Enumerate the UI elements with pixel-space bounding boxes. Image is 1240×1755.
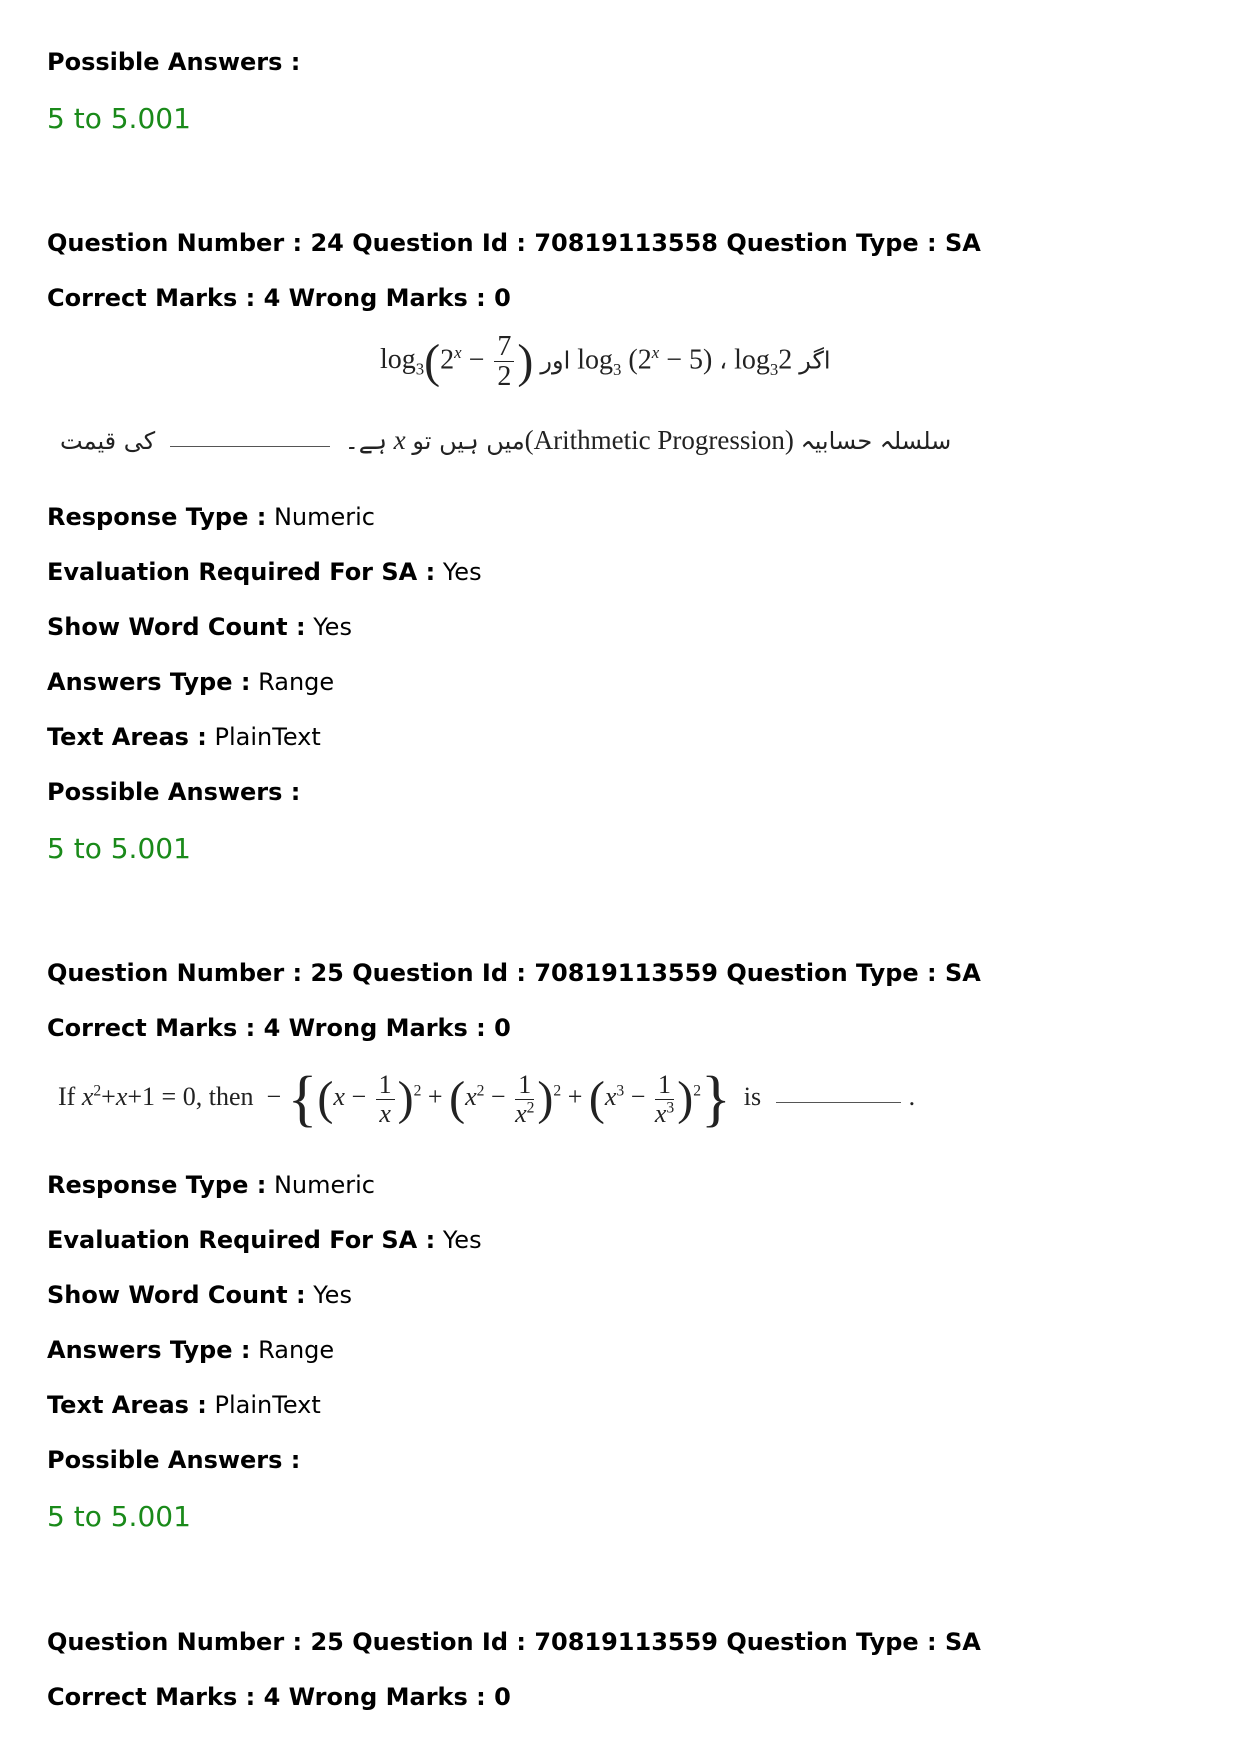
question-marks: Correct Marks : 4 Wrong Marks : 0 bbox=[47, 284, 511, 312]
question-math-expression: If $x^2+x+1 = 0$, then − {(x − $\frac{1}{x}$ )$^2 + (x^2$ − $\frac{1}{x^2}$ )$^2 + (x^3$ − $\frac{1}{x^3}$ )$^2$} is . bbox=[58, 1065, 916, 1133]
field-show-word-count: Show Word Count : Yes bbox=[47, 613, 352, 641]
answer-blank bbox=[776, 1102, 901, 1103]
urdu-silsila: سلسلہ حسابیہ bbox=[800, 427, 952, 455]
urdu-word-agar: اگر bbox=[799, 346, 831, 375]
field-show-word-count: Show Word Count : Yes bbox=[47, 1281, 352, 1309]
possible-answer-value: 5 to 5.001 bbox=[47, 102, 191, 135]
question-header: Question Number : 25 Question Id : 70819113559 Question Type : SA bbox=[47, 1628, 981, 1656]
field-answers-type: Answers Type : Range bbox=[47, 668, 335, 696]
question-math-line-1: $\log_3(2^x$ − $\frac{7}{2}$ ) اور $\log_3 (2^x - 5)$ ، $\log_32$ اگر bbox=[380, 331, 831, 393]
field-evaluation-required: Evaluation Required For SA : Yes bbox=[47, 558, 482, 586]
question-math-line-2: ہے۔ کی قیمت x میں ہیں تو(Arithmetic Progression) سلسلہ حسابیہ bbox=[60, 425, 952, 455]
arithmetic-progression-text: (Arithmetic Progression) bbox=[524, 425, 794, 455]
possible-answer-value: 5 to 5.001 bbox=[47, 832, 191, 865]
possible-answers-label: Possible Answers : bbox=[47, 778, 301, 806]
field-evaluation-required: Evaluation Required For SA : Yes bbox=[47, 1226, 482, 1254]
field-answers-type: Answers Type : Range bbox=[47, 1336, 335, 1364]
math-then: then bbox=[208, 1081, 254, 1111]
urdu-word-hai: ہے۔ bbox=[344, 427, 387, 455]
possible-answers-label: Possible Answers : bbox=[47, 48, 301, 76]
question-header: Question Number : 25 Question Id : 70819113559 Question Type : SA bbox=[47, 959, 981, 987]
field-response-type: Response Type : Numeric bbox=[47, 1171, 375, 1199]
math-if: If bbox=[58, 1081, 76, 1111]
math-is: is bbox=[743, 1081, 762, 1111]
urdu-mein-hain: میں ہیں تو bbox=[412, 427, 525, 455]
answer-blank bbox=[170, 446, 330, 447]
urdu-word-aur: اور bbox=[540, 346, 571, 375]
urdu-x-ki-qeemat: کی قیمت bbox=[60, 427, 156, 455]
question-header: Question Number : 24 Question Id : 70819113558 Question Type : SA bbox=[47, 229, 981, 257]
question-marks: Correct Marks : 4 Wrong Marks : 0 bbox=[47, 1683, 511, 1711]
possible-answers-label: Possible Answers : bbox=[47, 1446, 301, 1474]
question-marks: Correct Marks : 4 Wrong Marks : 0 bbox=[47, 1014, 511, 1042]
field-text-areas: Text Areas : PlainText bbox=[47, 723, 321, 751]
possible-answer-value: 5 to 5.001 bbox=[47, 1500, 191, 1533]
urdu-comma: ، bbox=[719, 346, 728, 375]
field-text-areas: Text Areas : PlainText bbox=[47, 1391, 321, 1419]
field-response-type: Response Type : Numeric bbox=[47, 503, 375, 531]
